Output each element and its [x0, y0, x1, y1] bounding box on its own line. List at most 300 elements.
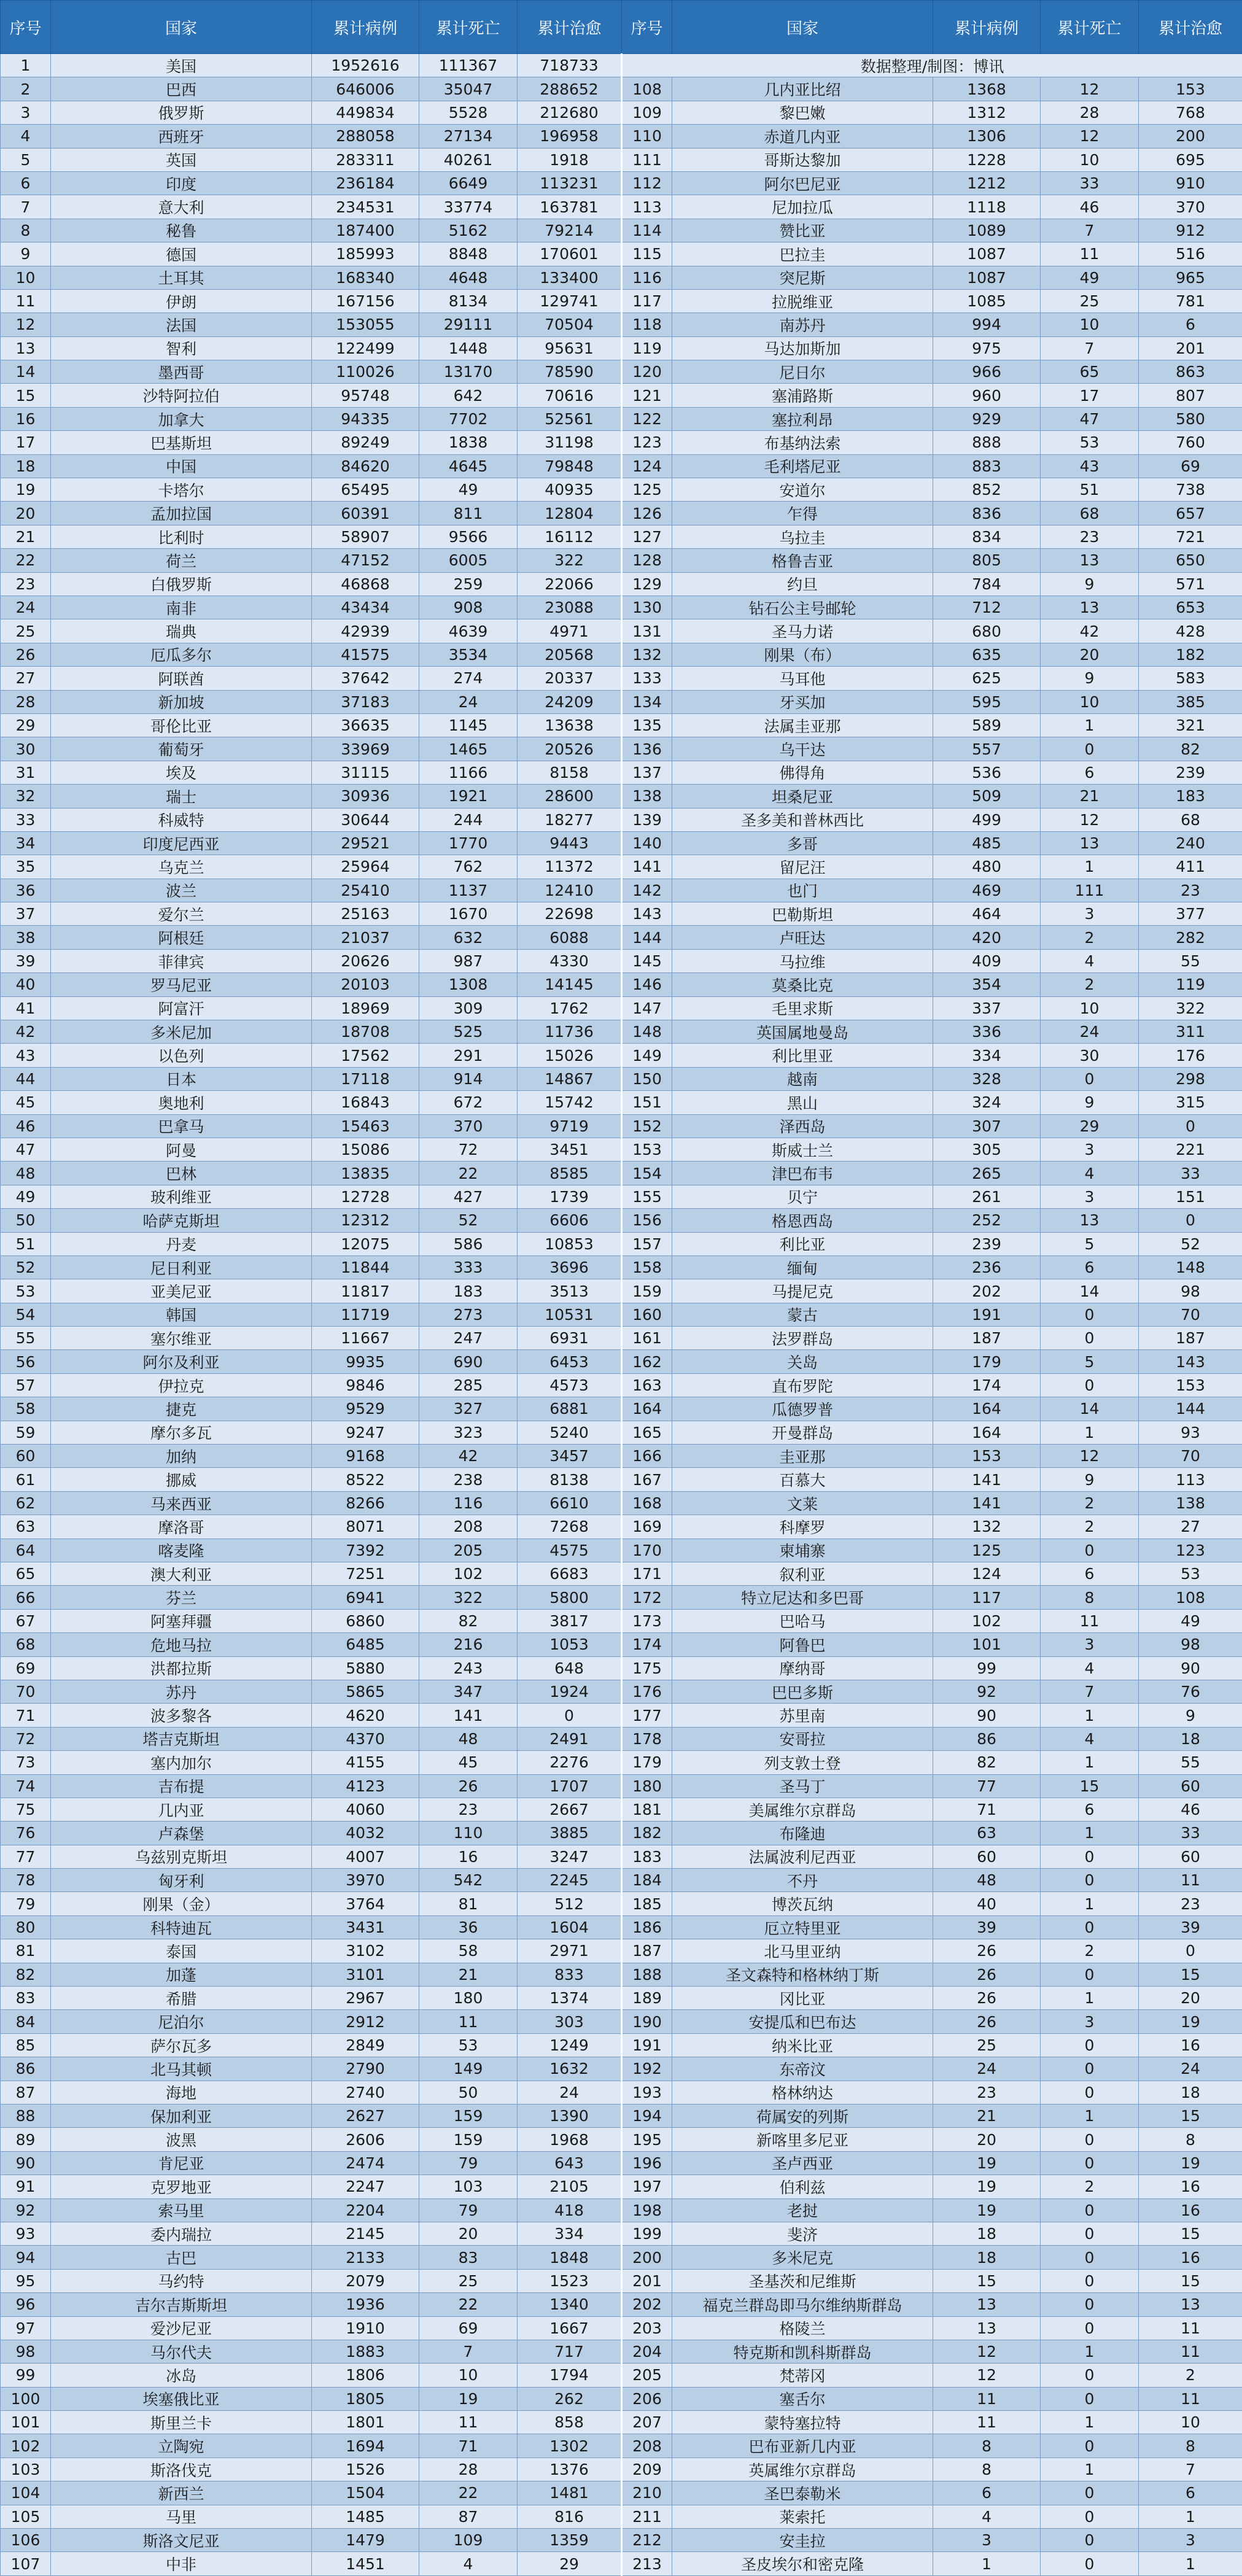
right-index-cell: 211 — [622, 2505, 672, 2528]
right-cases-cell: 966 — [933, 360, 1041, 384]
left-cases-cell: 4370 — [312, 1727, 419, 1750]
table-row — [1, 1633, 1242, 1656]
left-cases-cell: 8071 — [312, 1515, 419, 1538]
left-deaths-cell: 81 — [419, 1892, 518, 1915]
left-index-cell: 78 — [1, 1869, 51, 1892]
right-deaths-cell: 2 — [1041, 1491, 1139, 1515]
right-deaths-cell: 1 — [1041, 2458, 1139, 2481]
left-index-cell: 71 — [1, 1704, 51, 1727]
right-index-cell: 172 — [622, 1586, 672, 1609]
right-index-cell: 144 — [622, 926, 672, 949]
right-cases-cell: 784 — [933, 572, 1041, 596]
left-deaths-cell: 13170 — [419, 360, 518, 384]
left-index-cell: 7 — [1, 195, 51, 219]
right-deaths-cell: 0 — [1041, 2529, 1139, 2552]
left-recovered-cell: 6088 — [518, 926, 622, 949]
table-row — [1, 2364, 1242, 2387]
left-deaths-cell: 26 — [419, 1774, 518, 1798]
right-country-cell: 英属维尔京群岛 — [672, 2458, 933, 2481]
table-row — [1, 690, 1242, 713]
left-country-cell: 罗马尼亚 — [51, 973, 312, 996]
right-recovered-cell: 428 — [1139, 619, 1242, 643]
right-cases-cell: 63 — [933, 1821, 1041, 1845]
table-row — [1, 1680, 1242, 1703]
left-country-cell: 阿塞拜疆 — [51, 1609, 312, 1632]
right-cases-cell: 509 — [933, 785, 1041, 808]
left-recovered-cell: 18277 — [518, 808, 622, 831]
table-row — [1, 2505, 1242, 2528]
left-recovered-cell: 1968 — [518, 2128, 622, 2151]
table-row — [1, 1303, 1242, 1326]
right-deaths-cell: 0 — [1041, 2222, 1139, 2245]
table-row — [1, 54, 1242, 77]
left-recovered-cell: 24 — [518, 2081, 622, 2104]
table-row — [1, 596, 1242, 619]
right-index-cell: 201 — [622, 2269, 672, 2292]
right-deaths-cell: 0 — [1041, 2505, 1139, 2528]
right-country-cell: 安哥拉 — [672, 1727, 933, 1750]
right-cases-cell: 24 — [933, 2057, 1041, 2081]
left-cases-cell: 122499 — [312, 336, 419, 360]
right-recovered-cell: 49 — [1139, 1609, 1242, 1632]
right-index-cell: 120 — [622, 360, 672, 384]
right-cases-cell: 6 — [933, 2481, 1041, 2505]
left-index-cell: 57 — [1, 1373, 51, 1397]
right-cases-cell: 26 — [933, 2010, 1041, 2033]
right-recovered-cell: 60 — [1139, 1774, 1242, 1798]
left-recovered-cell: 5240 — [518, 1421, 622, 1444]
left-cases-cell: 4123 — [312, 1774, 419, 1798]
right-cases-cell: 239 — [933, 1232, 1041, 1255]
left-cases-cell: 3431 — [312, 1915, 419, 1939]
right-index-cell: 123 — [622, 431, 672, 454]
right-deaths-cell: 0 — [1041, 1869, 1139, 1892]
left-deaths-cell: 586 — [419, 1232, 518, 1255]
left-country-cell: 丹麦 — [51, 1232, 312, 1255]
left-recovered-cell: 6606 — [518, 1209, 622, 1232]
right-recovered-cell: 239 — [1139, 761, 1242, 784]
right-deaths-cell: 21 — [1041, 785, 1139, 808]
right-country-cell: 老挝 — [672, 2198, 933, 2222]
right-country-cell: 马达加斯加 — [672, 336, 933, 360]
left-country-cell: 爱尔兰 — [51, 902, 312, 926]
right-deaths-cell: 4 — [1041, 1727, 1139, 1750]
left-deaths-cell: 285 — [419, 1373, 518, 1397]
right-deaths-cell: 5 — [1041, 1350, 1139, 1373]
left-index-cell: 87 — [1, 2081, 51, 2104]
right-cases-cell: 18 — [933, 2246, 1041, 2269]
right-deaths-cell: 111 — [1041, 879, 1139, 902]
right-recovered-cell: 11 — [1139, 1869, 1242, 1892]
right-deaths-cell: 12 — [1041, 125, 1139, 148]
table-row — [1, 1963, 1242, 1986]
left-cases-cell: 1805 — [312, 2387, 419, 2410]
table-row — [1, 454, 1242, 478]
left-cases-cell: 9529 — [312, 1397, 419, 1421]
right-cases-cell: 1089 — [933, 219, 1041, 242]
table-row — [1, 1915, 1242, 1939]
right-country-cell: 黎巴嫩 — [672, 101, 933, 124]
left-deaths-cell: 427 — [419, 1185, 518, 1208]
left-recovered-cell: 1924 — [518, 1680, 622, 1703]
right-cases-cell: 1212 — [933, 171, 1041, 195]
table-row — [1, 1798, 1242, 1821]
left-country-cell: 匈牙利 — [51, 1869, 312, 1892]
table-row — [1, 407, 1242, 430]
left-index-cell: 83 — [1, 1987, 51, 2010]
left-deaths-cell: 347 — [419, 1680, 518, 1703]
header-recovered-left: 累计治愈 — [518, 1, 622, 54]
left-index-cell: 35 — [1, 855, 51, 879]
table-row — [1, 1350, 1242, 1373]
left-index-cell: 101 — [1, 2411, 51, 2434]
table-row — [1, 2552, 1242, 2575]
left-index-cell: 38 — [1, 926, 51, 949]
right-index-cell: 168 — [622, 1491, 672, 1515]
left-deaths-cell: 216 — [419, 1633, 518, 1656]
left-recovered-cell: 129741 — [518, 289, 622, 312]
left-index-cell: 43 — [1, 1044, 51, 1067]
right-country-cell: 乌拉圭 — [672, 525, 933, 548]
table-row — [1, 667, 1242, 690]
left-index-cell: 77 — [1, 1845, 51, 1868]
right-cases-cell: 836 — [933, 502, 1041, 525]
left-cases-cell: 2790 — [312, 2057, 419, 2081]
left-country-cell: 伊拉克 — [51, 1373, 312, 1397]
table-row — [1, 1091, 1242, 1114]
right-country-cell: 坦桑尼亚 — [672, 785, 933, 808]
right-country-cell: 缅甸 — [672, 1255, 933, 1279]
right-deaths-cell: 0 — [1041, 1915, 1139, 1939]
table-row — [1, 1421, 1242, 1444]
right-deaths-cell: 3 — [1041, 902, 1139, 926]
right-country-cell: 佛得角 — [672, 761, 933, 784]
left-recovered-cell: 648 — [518, 1656, 622, 1680]
left-cases-cell: 8266 — [312, 1491, 419, 1515]
left-cases-cell: 17118 — [312, 1067, 419, 1090]
right-cases-cell: 19 — [933, 2198, 1041, 2222]
left-deaths-cell: 6005 — [419, 549, 518, 572]
left-cases-cell: 8522 — [312, 1468, 419, 1491]
left-deaths-cell: 16 — [419, 1845, 518, 1868]
right-index-cell: 131 — [622, 619, 672, 643]
left-cases-cell: 185993 — [312, 242, 419, 266]
left-index-cell: 3 — [1, 101, 51, 124]
right-cases-cell: 18 — [933, 2222, 1041, 2245]
right-index-cell: 174 — [622, 1633, 672, 1656]
left-deaths-cell: 1921 — [419, 785, 518, 808]
left-cases-cell: 37183 — [312, 690, 419, 713]
left-country-cell: 阿尔及利亚 — [51, 1350, 312, 1373]
left-country-cell: 斯洛文尼亚 — [51, 2529, 312, 2552]
left-deaths-cell: 22 — [419, 2481, 518, 2505]
right-deaths-cell: 24 — [1041, 1020, 1139, 1044]
left-index-cell: 50 — [1, 1209, 51, 1232]
right-recovered-cell: 571 — [1139, 572, 1242, 596]
right-country-cell: 苏里南 — [672, 1704, 933, 1727]
left-recovered-cell: 4573 — [518, 1373, 622, 1397]
right-index-cell: 198 — [622, 2198, 672, 2222]
right-index-cell: 114 — [622, 219, 672, 242]
left-recovered-cell: 1340 — [518, 2293, 622, 2316]
right-deaths-cell: 10 — [1041, 690, 1139, 713]
right-country-cell: 乍得 — [672, 502, 933, 525]
right-cases-cell: 4 — [933, 2505, 1041, 2528]
right-deaths-cell: 1 — [1041, 1987, 1139, 2010]
right-country-cell: 乌干达 — [672, 737, 933, 761]
left-deaths-cell: 542 — [419, 1869, 518, 1892]
left-deaths-cell: 53 — [419, 2033, 518, 2057]
left-index-cell: 36 — [1, 879, 51, 902]
right-recovered-cell: 7 — [1139, 2458, 1242, 2481]
left-cases-cell: 236184 — [312, 171, 419, 195]
left-recovered-cell: 95631 — [518, 336, 622, 360]
left-recovered-cell: 5800 — [518, 1586, 622, 1609]
left-country-cell: 立陶宛 — [51, 2434, 312, 2458]
left-recovered-cell: 10531 — [518, 1303, 622, 1326]
right-country-cell: 刚果（布） — [672, 643, 933, 666]
left-deaths-cell: 33774 — [419, 195, 518, 219]
right-deaths-cell: 13 — [1041, 831, 1139, 855]
table-row — [1, 2222, 1242, 2245]
left-country-cell: 意大利 — [51, 195, 312, 219]
table-row — [1, 125, 1242, 148]
right-cases-cell: 21 — [933, 2104, 1041, 2127]
right-recovered-cell: 200 — [1139, 125, 1242, 148]
right-cases-cell: 117 — [933, 1586, 1041, 1609]
right-deaths-cell: 42 — [1041, 619, 1139, 643]
left-deaths-cell: 36 — [419, 1915, 518, 1939]
left-deaths-cell: 28 — [419, 2458, 518, 2481]
left-deaths-cell: 1465 — [419, 737, 518, 761]
right-index-cell: 166 — [622, 1445, 672, 1468]
right-cases-cell: 132 — [933, 1515, 1041, 1538]
right-country-cell: 安提瓜和巴布达 — [672, 2010, 933, 2033]
right-deaths-cell: 6 — [1041, 1562, 1139, 1586]
right-cases-cell: 187 — [933, 1327, 1041, 1350]
right-deaths-cell: 5 — [1041, 1232, 1139, 1255]
table-row — [1, 1162, 1242, 1185]
left-country-cell: 刚果（金） — [51, 1892, 312, 1915]
table-row — [1, 195, 1242, 219]
header-cases-right: 累计病例 — [933, 1, 1041, 54]
left-country-cell: 喀麦隆 — [51, 1538, 312, 1562]
left-deaths-cell: 309 — [419, 996, 518, 1020]
header-country-left: 国家 — [51, 1, 312, 54]
left-country-cell: 冰岛 — [51, 2364, 312, 2387]
right-index-cell: 118 — [622, 313, 672, 336]
right-cases-cell: 12 — [933, 2340, 1041, 2363]
right-deaths-cell: 2 — [1041, 973, 1139, 996]
left-country-cell: 加纳 — [51, 1445, 312, 1468]
table-row — [1, 831, 1242, 855]
left-country-cell: 马尔代夫 — [51, 2340, 312, 2363]
right-cases-cell: 888 — [933, 431, 1041, 454]
right-index-cell: 150 — [622, 1067, 672, 1090]
left-cases-cell: 110026 — [312, 360, 419, 384]
right-cases-cell: 328 — [933, 1067, 1041, 1090]
table-row — [1, 101, 1242, 124]
left-cases-cell: 4060 — [312, 1798, 419, 1821]
left-cases-cell: 9846 — [312, 1373, 419, 1397]
left-country-cell: 法国 — [51, 313, 312, 336]
left-cases-cell: 60391 — [312, 502, 419, 525]
left-cases-cell: 84620 — [312, 454, 419, 478]
right-recovered-cell: 15 — [1139, 2104, 1242, 2127]
right-cases-cell: 625 — [933, 667, 1041, 690]
left-country-cell: 克罗地亚 — [51, 2175, 312, 2198]
left-cases-cell: 30936 — [312, 785, 419, 808]
left-deaths-cell: 19 — [419, 2387, 518, 2410]
right-index-cell: 182 — [622, 1821, 672, 1845]
table-row — [1, 949, 1242, 972]
table-row — [1, 926, 1242, 949]
table-row — [1, 1939, 1242, 1963]
table-row — [1, 808, 1242, 831]
right-country-cell: 圣马丁 — [672, 1774, 933, 1798]
right-country-cell: 百慕大 — [672, 1468, 933, 1491]
right-cases-cell: 23 — [933, 2081, 1041, 2104]
table-row — [1, 2246, 1242, 2269]
table-row — [1, 2529, 1242, 2552]
left-index-cell: 28 — [1, 690, 51, 713]
right-index-cell: 177 — [622, 1704, 672, 1727]
left-cases-cell: 3102 — [312, 1939, 419, 1963]
table-row — [1, 2057, 1242, 2081]
left-index-cell: 26 — [1, 643, 51, 666]
right-country-cell: 圣皮埃尔和密克隆 — [672, 2552, 933, 2575]
right-deaths-cell: 13 — [1041, 1209, 1139, 1232]
left-country-cell: 古巴 — [51, 2246, 312, 2269]
table-row — [1, 2434, 1242, 2458]
right-recovered-cell: 9 — [1139, 1704, 1242, 1727]
right-index-cell: 126 — [622, 502, 672, 525]
left-cases-cell: 2079 — [312, 2269, 419, 2292]
table-row — [1, 313, 1242, 336]
table-row — [1, 713, 1242, 737]
right-country-cell: 伯利兹 — [672, 2175, 933, 2198]
left-recovered-cell: 28600 — [518, 785, 622, 808]
left-country-cell: 阿富汗 — [51, 996, 312, 1020]
table-row — [1, 171, 1242, 195]
left-index-cell: 25 — [1, 619, 51, 643]
right-recovered-cell: 583 — [1139, 667, 1242, 690]
right-index-cell: 200 — [622, 2246, 672, 2269]
left-country-cell: 波多黎各 — [51, 1704, 312, 1727]
left-cases-cell: 5880 — [312, 1656, 419, 1680]
left-country-cell: 北马其顿 — [51, 2057, 312, 2081]
left-country-cell: 沙特阿拉伯 — [51, 384, 312, 407]
header-row — [1, 1, 1242, 54]
table-row — [1, 266, 1242, 289]
left-index-cell: 99 — [1, 2364, 51, 2387]
right-deaths-cell: 0 — [1041, 2269, 1139, 2292]
right-recovered-cell: 33 — [1139, 1821, 1242, 1845]
left-deaths-cell: 69 — [419, 2316, 518, 2340]
left-index-cell: 51 — [1, 1232, 51, 1255]
left-index-cell: 52 — [1, 1255, 51, 1279]
left-country-cell: 巴拿马 — [51, 1114, 312, 1138]
right-country-cell: 格林纳达 — [672, 2081, 933, 2104]
left-index-cell: 62 — [1, 1491, 51, 1515]
table-body — [1, 54, 1242, 2576]
right-deaths-cell: 43 — [1041, 454, 1139, 478]
table-row — [1, 289, 1242, 312]
left-index-cell: 90 — [1, 2151, 51, 2174]
left-country-cell: 智利 — [51, 336, 312, 360]
left-deaths-cell: 6649 — [419, 171, 518, 195]
left-country-cell: 巴基斯坦 — [51, 431, 312, 454]
right-country-cell: 巴布亚新几内亚 — [672, 2434, 933, 2458]
right-cases-cell: 19 — [933, 2175, 1041, 2198]
right-index-cell: 178 — [622, 1727, 672, 1750]
left-cases-cell: 1801 — [312, 2411, 419, 2434]
right-cases-cell: 805 — [933, 549, 1041, 572]
right-index-cell: 135 — [622, 713, 672, 737]
right-country-cell: 几内亚比绍 — [672, 77, 933, 101]
table-row — [1, 1373, 1242, 1397]
left-recovered-cell: 1739 — [518, 1185, 622, 1208]
table-row — [1, 1491, 1242, 1515]
left-country-cell: 中国 — [51, 454, 312, 478]
left-cases-cell: 1952616 — [312, 54, 419, 77]
right-country-cell: 开曼群岛 — [672, 1421, 933, 1444]
left-deaths-cell: 8848 — [419, 242, 518, 266]
left-recovered-cell: 31198 — [518, 431, 622, 454]
left-country-cell: 爱沙尼亚 — [51, 2316, 312, 2340]
left-index-cell: 22 — [1, 549, 51, 572]
left-index-cell: 12 — [1, 313, 51, 336]
left-deaths-cell: 11 — [419, 2010, 518, 2033]
left-recovered-cell: 196958 — [518, 125, 622, 148]
right-deaths-cell: 2 — [1041, 2175, 1139, 2198]
left-cases-cell: 2967 — [312, 1987, 419, 2010]
right-country-cell: 斯威士兰 — [672, 1138, 933, 1161]
right-recovered-cell: 8 — [1139, 2434, 1242, 2458]
right-country-cell: 不丹 — [672, 1869, 933, 1892]
right-recovered-cell: 760 — [1139, 431, 1242, 454]
left-recovered-cell: 1523 — [518, 2269, 622, 2292]
right-cases-cell: 26 — [933, 1987, 1041, 2010]
right-country-cell: 特克斯和凯科斯群岛 — [672, 2340, 933, 2363]
right-country-cell: 文莱 — [672, 1491, 933, 1515]
right-deaths-cell: 13 — [1041, 549, 1139, 572]
left-deaths-cell: 48 — [419, 1727, 518, 1750]
left-deaths-cell: 247 — [419, 1327, 518, 1350]
table-row — [1, 1020, 1242, 1044]
left-cases-cell: 4620 — [312, 1704, 419, 1727]
left-cases-cell: 1883 — [312, 2340, 419, 2363]
right-deaths-cell: 20 — [1041, 643, 1139, 666]
left-country-cell: 葡萄牙 — [51, 737, 312, 761]
left-index-cell: 5 — [1, 148, 51, 171]
left-deaths-cell: 72 — [419, 1138, 518, 1161]
left-cases-cell: 46868 — [312, 572, 419, 596]
right-recovered-cell: 6 — [1139, 313, 1242, 336]
right-recovered-cell: 33 — [1139, 1162, 1242, 1185]
right-recovered-cell: 143 — [1139, 1350, 1242, 1373]
right-recovered-cell: 153 — [1139, 1373, 1242, 1397]
right-deaths-cell: 10 — [1041, 148, 1139, 171]
right-index-cell: 143 — [622, 902, 672, 926]
right-index-cell: 171 — [622, 1562, 672, 1586]
left-index-cell: 14 — [1, 360, 51, 384]
right-cases-cell: 354 — [933, 973, 1041, 996]
left-index-cell: 69 — [1, 1656, 51, 1680]
left-index-cell: 64 — [1, 1538, 51, 1562]
left-index-cell: 92 — [1, 2198, 51, 2222]
left-recovered-cell: 29 — [518, 2552, 622, 2575]
